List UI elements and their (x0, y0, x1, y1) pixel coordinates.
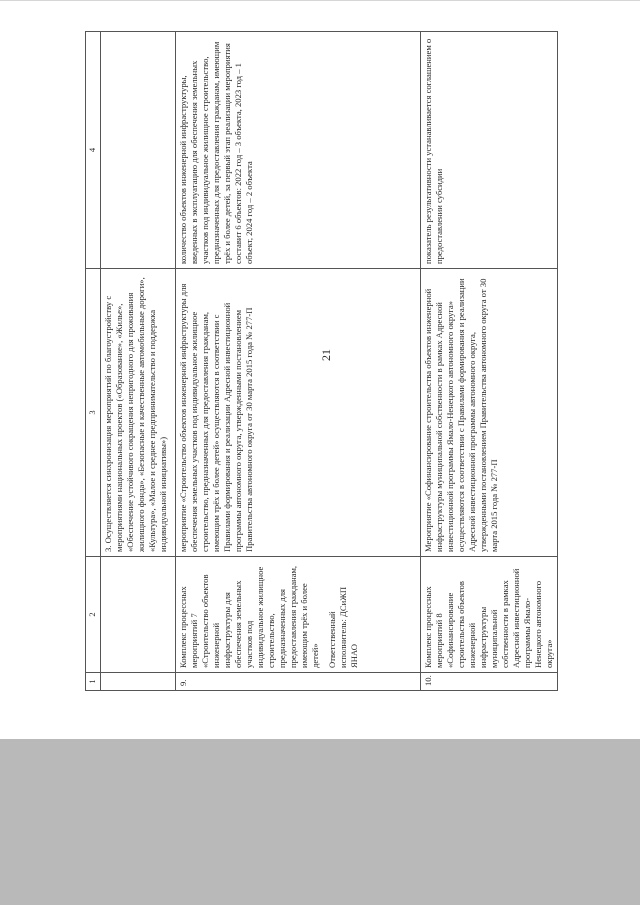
indicator-cell: количество объектов инженерной инфраструктуры, введенных в эксплуатацию для обеспечения земельных участков под индивидуальное жилищное строительство, предназначенных для предоставления гражданам, имеющим трёх и более детей, за первый этап реализации мероприятия составит 6 объектов: 2022 год – 3 объекта, 2023 год – 1 объект, 2024 год – 2 объекта (176, 32, 421, 269)
responsible-executor: Ответственный исполнитель: ДСиЖП ЯНАО (327, 586, 359, 668)
indicator-cell (101, 32, 176, 269)
row-number (101, 673, 176, 691)
header-cell: 3 (86, 269, 101, 557)
header-cell: 1 (86, 673, 101, 691)
measures-table (85, 31, 558, 691)
row-number: 10. (421, 673, 558, 691)
rotated-table-wrapper (85, 31, 554, 691)
cell-paragraph: Комплекс процессных мероприятий 8 «Софинансирование строительства объектов инженерной инфраструктуры муниципальной собственности в рамках Адресной инвестиционной программы Ямало-Ненецкого автономного округа» (423, 568, 554, 668)
cell-paragraph: Мероприятие «Софинансирование строительства объектов инженерной инфраструктуры муниципальной собственности в рамках Адресной инвестиционной программы Ямало-Ненецкого автономного округа» осуществляются в соответствии с Правилами формирования и реализации Адресной инвестиционной программы автономного округа, утвержденными постановлением Правительства автономного округа от 30 марта 2015 года № 277-П (423, 278, 499, 552)
cell-paragraph: Комплекс процессных мероприятий 7 «Строительство объектов инженерной инфраструктуры для обеспечения земельных участков под индивидуальное жилищное строительство, предназначенных для предоставления гражданам, имеющим трёх и более детей» (178, 565, 320, 668)
table-row (176, 32, 421, 691)
measure-description-cell (176, 269, 421, 557)
indicator-cell: показатель результативности устанавливается соглашением о предоставлении субсидии (421, 32, 558, 269)
cell-paragraph: мероприятие «Строительство объектов инженерной инфраструктуры для обеспечения земельных участков под индивидуальное жилищное строительство, предназначенных для предоставления гражданам, имеющим трёх и более детей» осуществляются в соответствии с Правилами формирования и реализации Адресной инвестиционной программы автономного округа, утвержденными постановлением Правительства автономного округа от 30 марта 2015 года № 277-П (178, 283, 254, 552)
measure-name-cell (176, 557, 421, 673)
measure-description-cell (421, 269, 558, 557)
table-row (101, 32, 176, 691)
table-row (421, 32, 558, 691)
page-number: 21 (319, 349, 333, 361)
measure-description-cell (101, 269, 176, 557)
header-cell: 2 (86, 557, 101, 673)
row-number: 9. (176, 673, 421, 691)
header-cell: 4 (86, 32, 101, 269)
header-row (86, 32, 101, 691)
measure-name-cell (421, 557, 558, 673)
measure-name-cell (101, 557, 176, 673)
cell-paragraph: 3. Осуществляется синхронизация мероприятий по благоустройству с мероприятиями национальных проектов («Образование», «Жилье», «Обеспечение устойчивого сокращения непригодного для проживания жилищного фонда», «Безопасные и качественные автомобильные дороги», «Культура», «Малое и среднее предпринимательство и поддержка индивидуальной инициативы») (103, 277, 168, 552)
